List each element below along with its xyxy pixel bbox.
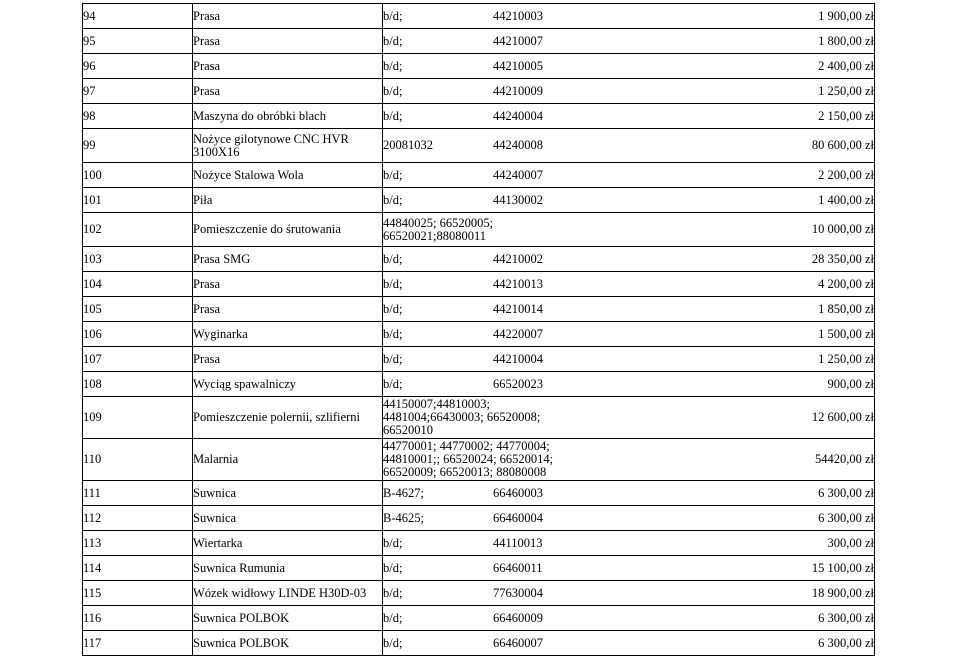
inventory-number: 44240004 bbox=[493, 108, 543, 123]
table-row bbox=[83, 347, 875, 372]
item-identifiers bbox=[383, 631, 583, 656]
serial-number: b/d; bbox=[383, 585, 403, 600]
spacer-cell bbox=[583, 606, 683, 631]
serial-number: B-4625; bbox=[383, 510, 424, 525]
row-number: 115 bbox=[83, 581, 193, 606]
row-number: 99 bbox=[83, 129, 193, 163]
serial-number: b/d; bbox=[383, 8, 403, 23]
item-value: 1 900,00 zł bbox=[683, 4, 875, 29]
serial-number: b/d; bbox=[383, 535, 403, 550]
row-number: 94 bbox=[83, 4, 193, 29]
inventory-number: 77630004 bbox=[493, 585, 543, 600]
item-value: 15 100,00 zł bbox=[683, 556, 875, 581]
serial-number: b/d; bbox=[383, 326, 403, 341]
item-name: Prasa bbox=[193, 4, 383, 29]
identifier-pair bbox=[383, 60, 583, 73]
serial-number: b/d; bbox=[383, 301, 403, 316]
identifier-list: 44840025; 66520005; 66520021;88080011 bbox=[383, 215, 494, 243]
spacer-cell bbox=[583, 439, 683, 481]
serial-number: b/d; bbox=[383, 251, 403, 266]
serial-number: b/d; bbox=[383, 108, 403, 123]
item-value: 900,00 zł bbox=[683, 372, 875, 397]
item-name: Maszyna do obróbki blach bbox=[193, 104, 383, 129]
table-row bbox=[83, 29, 875, 54]
table-row bbox=[83, 188, 875, 213]
item-identifiers bbox=[383, 531, 583, 556]
item-value: 80 600,00 zł bbox=[683, 129, 875, 163]
item-identifiers bbox=[383, 129, 583, 163]
item-value: 6 300,00 zł bbox=[683, 506, 875, 531]
inventory-number: 44130002 bbox=[493, 192, 543, 207]
serial-number: b/d; bbox=[383, 167, 403, 182]
identifier-pair bbox=[383, 587, 583, 600]
item-identifiers bbox=[383, 4, 583, 29]
table-row bbox=[83, 4, 875, 29]
inventory-number: 44210004 bbox=[493, 351, 543, 366]
item-value: 28 350,00 zł bbox=[683, 247, 875, 272]
inventory-number: 66460007 bbox=[493, 635, 543, 650]
row-number: 114 bbox=[83, 556, 193, 581]
item-identifiers bbox=[383, 581, 583, 606]
item-name: Suwnica bbox=[193, 481, 383, 506]
identifier-pair bbox=[383, 303, 583, 316]
item-value: 54420,00 zł bbox=[683, 439, 875, 481]
row-number: 97 bbox=[83, 79, 193, 104]
inventory-number: 66460011 bbox=[493, 560, 543, 575]
item-name: Suwnica POLBOK bbox=[193, 631, 383, 656]
identifier-pair bbox=[383, 194, 583, 207]
item-name: Prasa bbox=[193, 272, 383, 297]
spacer-cell bbox=[583, 506, 683, 531]
item-value: 2 200,00 zł bbox=[683, 163, 875, 188]
spacer-cell bbox=[583, 481, 683, 506]
row-number: 100 bbox=[83, 163, 193, 188]
spacer-cell bbox=[583, 372, 683, 397]
item-identifiers bbox=[383, 247, 583, 272]
table-row bbox=[83, 104, 875, 129]
item-identifiers bbox=[383, 481, 583, 506]
inventory-number: 44210014 bbox=[493, 301, 543, 316]
item-value: 1 800,00 zł bbox=[683, 29, 875, 54]
table-row bbox=[83, 272, 875, 297]
row-number: 113 bbox=[83, 531, 193, 556]
inventory-number: 44210002 bbox=[493, 251, 543, 266]
table-row bbox=[83, 531, 875, 556]
serial-number: b/d; bbox=[383, 610, 403, 625]
table-row bbox=[83, 631, 875, 656]
row-number: 103 bbox=[83, 247, 193, 272]
inventory-number: 44210007 bbox=[493, 33, 543, 48]
spacer-cell bbox=[583, 297, 683, 322]
table-row bbox=[83, 581, 875, 606]
item-value: 1 500,00 zł bbox=[683, 322, 875, 347]
identifier-pair bbox=[383, 512, 583, 525]
table-row bbox=[83, 439, 875, 481]
item-identifiers bbox=[383, 272, 583, 297]
item-identifiers bbox=[383, 29, 583, 54]
table-row bbox=[83, 506, 875, 531]
identifier-pair bbox=[383, 278, 583, 291]
inventory-number: 44220007 bbox=[493, 326, 543, 341]
table-row bbox=[83, 213, 875, 247]
spacer-cell bbox=[583, 163, 683, 188]
inventory-number: 44240007 bbox=[493, 167, 543, 182]
item-name: Prasa bbox=[193, 29, 383, 54]
inventory-number: 44210013 bbox=[493, 276, 543, 291]
item-identifiers bbox=[383, 397, 583, 439]
row-number: 109 bbox=[83, 397, 193, 439]
inventory-number: 44210003 bbox=[493, 8, 543, 23]
identifier-list: 44150007;44810003; 4481004;66430003; 66520008; 66520010 bbox=[383, 397, 541, 437]
item-identifiers bbox=[383, 606, 583, 631]
item-name: Piła bbox=[193, 188, 383, 213]
spacer-cell bbox=[583, 104, 683, 129]
item-identifiers bbox=[383, 79, 583, 104]
inventory-table-body bbox=[83, 4, 875, 656]
item-identifiers bbox=[383, 54, 583, 79]
item-name: Wyginarka bbox=[193, 322, 383, 347]
table-row bbox=[83, 481, 875, 506]
identifier-pair bbox=[383, 10, 583, 23]
item-identifiers bbox=[383, 439, 583, 481]
serial-number: b/d; bbox=[383, 33, 403, 48]
item-name: Malarnia bbox=[193, 439, 383, 481]
item-value: 1 250,00 zł bbox=[683, 347, 875, 372]
item-value: 1 850,00 zł bbox=[683, 297, 875, 322]
item-value: 1 400,00 zł bbox=[683, 188, 875, 213]
table-row bbox=[83, 247, 875, 272]
item-identifiers bbox=[383, 188, 583, 213]
identifier-pair bbox=[383, 85, 583, 98]
inventory-number: 66460004 bbox=[493, 510, 543, 525]
item-name: Prasa bbox=[193, 79, 383, 104]
serial-number: b/d; bbox=[383, 351, 403, 366]
table-row bbox=[83, 397, 875, 439]
item-value: 6 300,00 zł bbox=[683, 631, 875, 656]
identifier-pair bbox=[383, 35, 583, 48]
spacer-cell bbox=[583, 29, 683, 54]
spacer-cell bbox=[583, 213, 683, 247]
inventory-number: 44110013 bbox=[493, 535, 543, 550]
item-name: Suwnica POLBOK bbox=[193, 606, 383, 631]
item-identifiers bbox=[383, 372, 583, 397]
row-number: 116 bbox=[83, 606, 193, 631]
inventory-number: 44210005 bbox=[493, 58, 543, 73]
spacer-cell bbox=[583, 129, 683, 163]
row-number: 107 bbox=[83, 347, 193, 372]
inventory-number: 66460009 bbox=[493, 610, 543, 625]
serial-number: B-4627; bbox=[383, 485, 424, 500]
item-value: 6 300,00 zł bbox=[683, 606, 875, 631]
table-row bbox=[83, 297, 875, 322]
spacer-cell bbox=[583, 272, 683, 297]
item-value: 10 000,00 zł bbox=[683, 213, 875, 247]
serial-number: b/d; bbox=[383, 83, 403, 98]
identifier-pair bbox=[383, 328, 583, 341]
serial-number: b/d; bbox=[383, 58, 403, 73]
item-value: 4 200,00 zł bbox=[683, 272, 875, 297]
identifier-pair bbox=[383, 110, 583, 123]
spacer-cell bbox=[583, 556, 683, 581]
table-row bbox=[83, 129, 875, 163]
row-number: 104 bbox=[83, 272, 193, 297]
serial-number: b/d; bbox=[383, 635, 403, 650]
identifier-pair bbox=[383, 537, 583, 550]
inventory-number: 44240008 bbox=[493, 138, 543, 152]
item-identifiers bbox=[383, 297, 583, 322]
row-number: 105 bbox=[83, 297, 193, 322]
spacer-cell bbox=[583, 4, 683, 29]
item-identifiers bbox=[383, 104, 583, 129]
item-value: 12 600,00 zł bbox=[683, 397, 875, 439]
item-value: 18 900,00 zł bbox=[683, 581, 875, 606]
item-value: 300,00 zł bbox=[683, 531, 875, 556]
inventory-number: 66460003 bbox=[493, 485, 543, 500]
row-number: 98 bbox=[83, 104, 193, 129]
identifier-pair bbox=[383, 139, 583, 152]
identifier-pair bbox=[383, 487, 583, 500]
item-identifiers bbox=[383, 163, 583, 188]
spacer-cell bbox=[583, 581, 683, 606]
table-row bbox=[83, 372, 875, 397]
item-name: Nożyce gilotynowe CNC HVR 3100X16 bbox=[193, 129, 383, 163]
identifier-pair bbox=[383, 562, 583, 575]
spacer-cell bbox=[583, 531, 683, 556]
row-number: 110 bbox=[83, 439, 193, 481]
spacer-cell bbox=[583, 347, 683, 372]
item-name: Suwnica bbox=[193, 506, 383, 531]
serial-number: 20081032 bbox=[383, 138, 433, 152]
serial-number: b/d; bbox=[383, 276, 403, 291]
row-number: 102 bbox=[83, 213, 193, 247]
item-value: 1 250,00 zł bbox=[683, 79, 875, 104]
item-value: 2 400,00 zł bbox=[683, 54, 875, 79]
identifier-pair bbox=[383, 612, 583, 625]
item-name: Pomieszczenie do śrutowania bbox=[193, 213, 383, 247]
item-name: Prasa bbox=[193, 347, 383, 372]
identifier-list: 44770001; 44770002; 44770004; 44810001;; 66520024; 66520014; 66520009; 66520013; 88080008 bbox=[383, 439, 554, 479]
item-value: 6 300,00 zł bbox=[683, 481, 875, 506]
row-number: 96 bbox=[83, 54, 193, 79]
identifier-pair bbox=[383, 253, 583, 266]
item-name: Prasa bbox=[193, 297, 383, 322]
identifier-pair bbox=[383, 353, 583, 366]
spacer-cell bbox=[583, 188, 683, 213]
item-name: Wózek widłowy LINDE H30D-03 bbox=[193, 581, 383, 606]
row-number: 108 bbox=[83, 372, 193, 397]
row-number: 117 bbox=[83, 631, 193, 656]
identifier-pair bbox=[383, 637, 583, 650]
item-identifiers bbox=[383, 213, 583, 247]
serial-number: b/d; bbox=[383, 192, 403, 207]
table-row bbox=[83, 163, 875, 188]
table-row bbox=[83, 556, 875, 581]
item-identifiers bbox=[383, 347, 583, 372]
table-row bbox=[83, 54, 875, 79]
spacer-cell bbox=[583, 54, 683, 79]
spacer-cell bbox=[583, 631, 683, 656]
table-row bbox=[83, 322, 875, 347]
item-name: Nożyce Stalowa Wola bbox=[193, 163, 383, 188]
spacer-cell bbox=[583, 322, 683, 347]
row-number: 112 bbox=[83, 506, 193, 531]
row-number: 111 bbox=[83, 481, 193, 506]
spacer-cell bbox=[583, 79, 683, 104]
item-identifiers bbox=[383, 322, 583, 347]
table-row bbox=[83, 606, 875, 631]
item-name: Suwnica Rumunia bbox=[193, 556, 383, 581]
item-name: Wiertarka bbox=[193, 531, 383, 556]
row-number: 101 bbox=[83, 188, 193, 213]
identifier-pair bbox=[383, 378, 583, 391]
row-number: 95 bbox=[83, 29, 193, 54]
inventory-number: 44210009 bbox=[493, 83, 543, 98]
spacer-cell bbox=[583, 397, 683, 439]
item-name: Prasa SMG bbox=[193, 247, 383, 272]
item-name: Wyciąg spawalniczy bbox=[193, 372, 383, 397]
serial-number: b/d; bbox=[383, 376, 403, 391]
spacer-cell bbox=[583, 247, 683, 272]
item-value: 2 150,00 zł bbox=[683, 104, 875, 129]
item-identifiers bbox=[383, 506, 583, 531]
table-row bbox=[83, 79, 875, 104]
item-name: Prasa bbox=[193, 54, 383, 79]
row-number: 106 bbox=[83, 322, 193, 347]
item-name: Pomieszczenie polernii, szlifierni bbox=[193, 397, 383, 439]
inventory-table bbox=[82, 3, 875, 656]
serial-number: b/d; bbox=[383, 560, 403, 575]
item-identifiers bbox=[383, 556, 583, 581]
identifier-pair bbox=[383, 169, 583, 182]
inventory-number: 66520023 bbox=[493, 376, 543, 391]
